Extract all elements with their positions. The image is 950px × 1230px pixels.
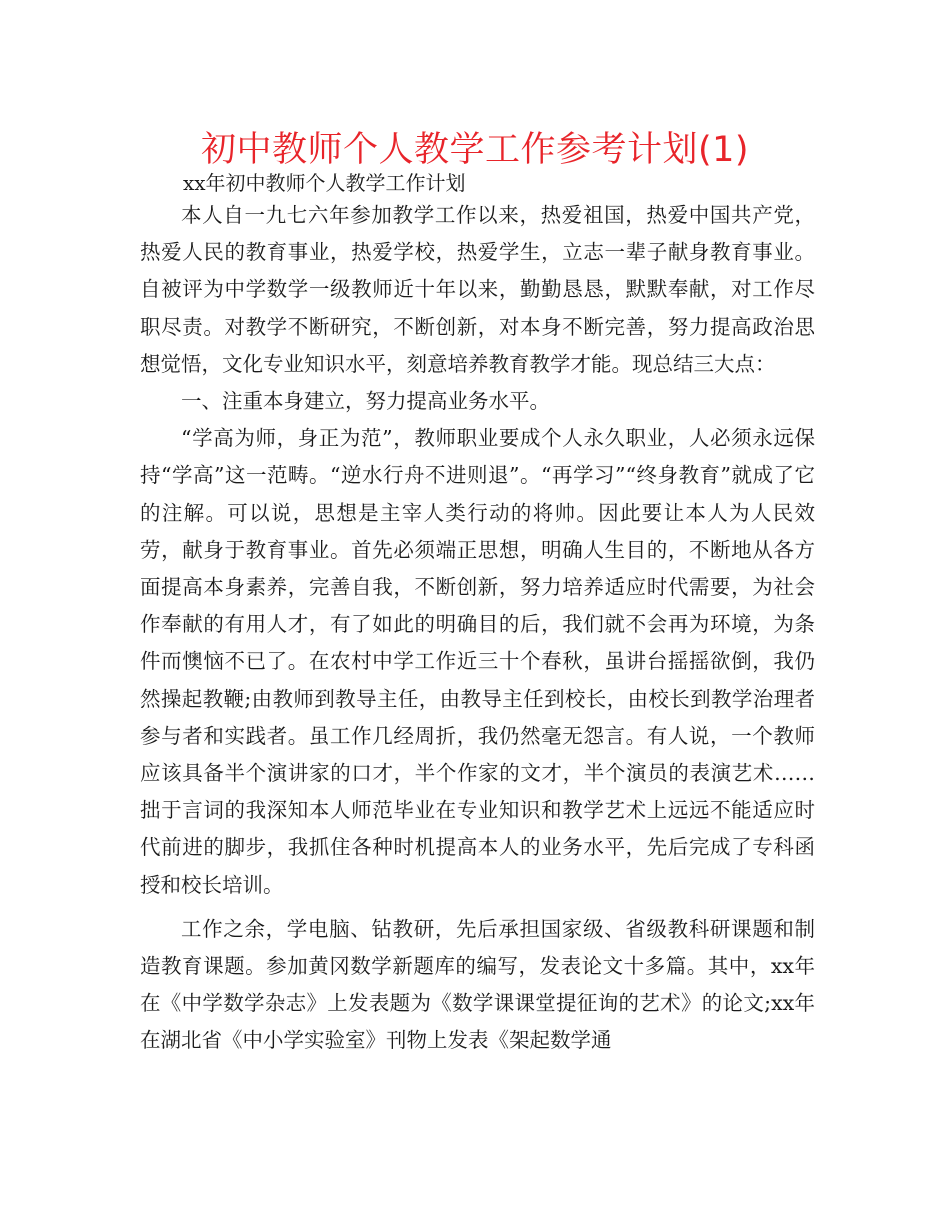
paragraph: 工作之余，学电脑、钻教研，先后承担国家级、省级教科研课题和制造教育课题。参加黄冈数学新题库的编写，发表论文十多篇。其中，xx年在《中学数学杂志》上发表题为《数学课课堂提征询的艺术》的论文;xx年在湖北省《中小学实验室》刊物上发表《架起数学通 xyxy=(140,916,815,1053)
document-title: 初中教师个人教学工作参考计划(1) xyxy=(200,130,750,170)
document-body xyxy=(140,197,815,1060)
document-subtitle: xx年初中教师个人教学工作计划 xyxy=(183,171,466,195)
section-heading: 一、注重本身建立，努力提高业务水平。 xyxy=(181,389,550,414)
paragraph: 本人自一九七六年参加教学工作以来，热爱祖国，热爱中国共产党，热爱人民的教育事业，热爱学校，热爱学生，立志一辈子献身教育事业。自被评为中学数学一级教师近十年以来，勤勤恳恳，默默奉献，对工作尽职尽责。对教学不断研究，不断创新，对本身不断完善，努力提高政治思想觉悟，文化专业知识水平，刻意培养教育教学才能。现总结三大点： xyxy=(140,203,815,376)
paragraph: “学高为师，身正为范”，教师职业要成个人永久职业，人必须永远保持“学高”这一范畴。“逆水行舟不进则退”。“再学习”“终身教育”就成了它的注解。可以说，思想是主宰人类行动的将帅。因此要让本人为人民效劳，献身于教育事业。首先必须端正思想，明确人生目的，不断地从各方面提高本身素养，完善自我，不断创新，努力培养适应时代需要，为社会作奉献的有用人才，有了如此的明确目的后，我们就不会再为环境，为条件而懊恼不已了。在农村中学工作近三十个春秋，虽讲台摇摇欲倒，我仍然操起教鞭;由教师到教导主任，由教导主任到校长，由校长到教学治理者参与者和实践者。虽工作几经周折，我仍然毫无怨言。有人说，一个教师应该具备半个演讲家的口才，半个作家的文才，半个演员的表演艺术……拙于言词的我深知本人师范毕业在专业知识和教学艺术上远远不能适应时代前进的脚步，我抓住各种时机提高本人的业务水平，先后完成了专科函授和校长培训。 xyxy=(140,426,815,897)
